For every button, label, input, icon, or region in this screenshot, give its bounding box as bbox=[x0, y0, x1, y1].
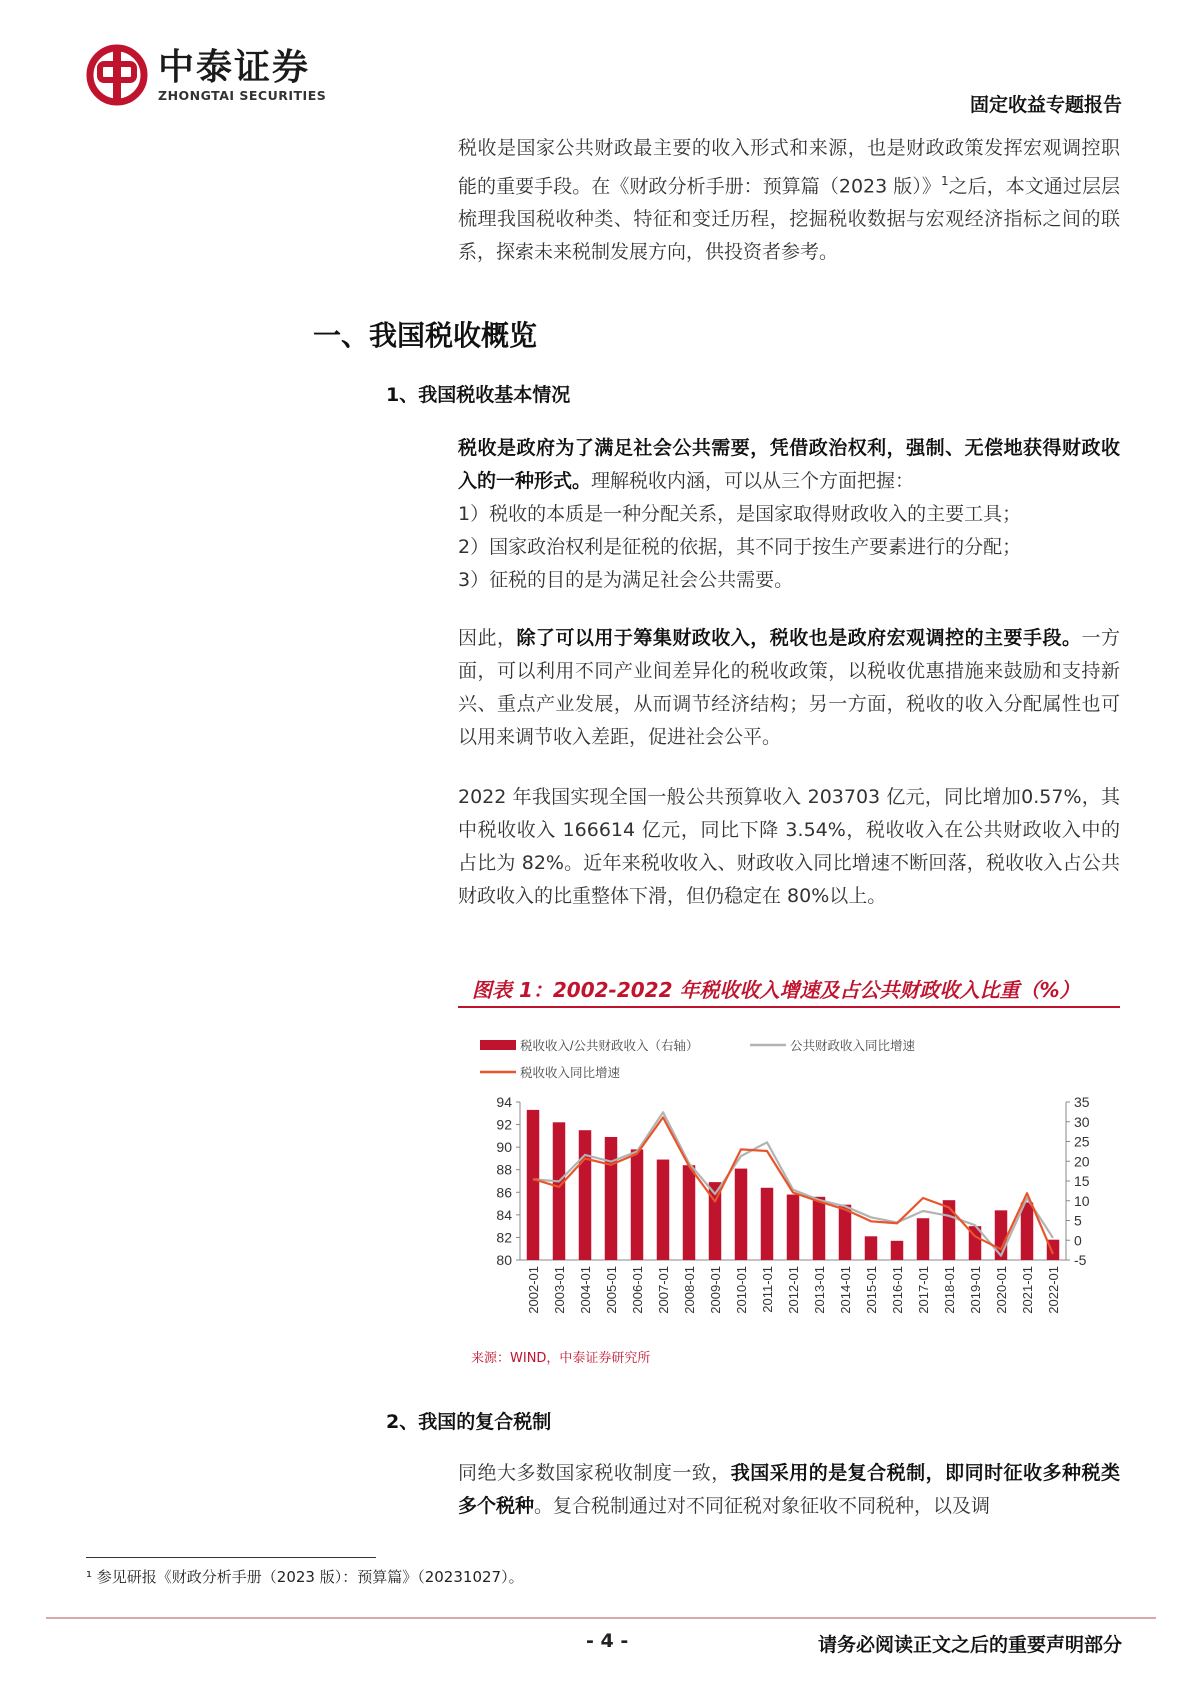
x-axis-tick-label: 2006-01 bbox=[630, 1266, 645, 1314]
footnote: ¹ 参见研报《财政分析手册（2023 版）：预算篇》（20231027）。 bbox=[86, 1568, 524, 1586]
logo-chinese-name: 中泰证券 bbox=[158, 46, 311, 88]
revenue-data-text: 2022 年我国实现全国一般公共预算收入 203703 亿元，同比增加0.57%，其中税收收入 166614 亿元，同比下降 3.54%，税收收入在公共财政收入中的占比为 82%。近年来税收收入、财政收入同比增速不断回落，税收收入占公共财政收入的比重整体下滑，但仍稳定在 80%以上。 bbox=[458, 786, 1120, 907]
footer-divider bbox=[46, 1617, 1156, 1619]
section-title: 一、我国税收概览 bbox=[313, 319, 538, 352]
bar bbox=[813, 1197, 825, 1260]
macro-control-bold: 除了可以用于筹集财政收入，税收也是政府宏观调控的主要手段。 bbox=[516, 627, 1082, 649]
bar bbox=[683, 1165, 695, 1260]
right-axis-tick-label: 30 bbox=[1074, 1113, 1090, 1130]
x-axis-tick-label: 2003-01 bbox=[552, 1266, 567, 1314]
left-axis-tick-label: 90 bbox=[496, 1139, 512, 1156]
right-axis-tick-label: 10 bbox=[1074, 1192, 1090, 1209]
right-axis-tick-label: 20 bbox=[1074, 1153, 1090, 1170]
bar bbox=[605, 1137, 617, 1260]
subsection-title-1: 1、我国税收基本情况 bbox=[386, 384, 571, 406]
legend-label: 税收收入/公共财政收入（右轴） bbox=[520, 1039, 699, 1053]
bar bbox=[917, 1218, 929, 1260]
x-axis-tick-label: 2021-01 bbox=[1020, 1266, 1035, 1314]
definition-rest: 理解税收内涵，可以从三个方面把握： bbox=[591, 470, 915, 492]
left-axis-tick-label: 86 bbox=[496, 1184, 512, 1201]
x-axis-tick-label: 2019-01 bbox=[968, 1266, 983, 1314]
x-axis-tick-label: 2012-01 bbox=[786, 1266, 801, 1314]
footnote-divider bbox=[86, 1557, 376, 1558]
x-axis-tick-label: 2020-01 bbox=[994, 1266, 1009, 1314]
figure-source: 来源：WIND，中泰证券研究所 bbox=[471, 1351, 651, 1366]
x-axis-tick-label: 2005-01 bbox=[604, 1266, 619, 1314]
figure-title: 图表 1：2002-2022 年税收收入增速及占公共财政收入比重（%） bbox=[472, 978, 1080, 1002]
intro-text-1: 税收是国家公共财政最主要的收入形式和来源，也是财政政策发挥宏观调控职能的重要手段。在《财政分析手册：预算篇（2023 版）》 bbox=[458, 137, 1120, 198]
bar bbox=[553, 1122, 565, 1260]
x-axis-tick-label: 2010-01 bbox=[734, 1266, 749, 1314]
bar bbox=[839, 1205, 851, 1260]
x-axis-tick-label: 2014-01 bbox=[838, 1266, 853, 1314]
x-axis-tick-label: 2016-01 bbox=[890, 1266, 905, 1314]
list-item: 1）税收的本质是一种分配关系，是国家取得财政收入的主要工具； bbox=[458, 503, 1022, 525]
left-axis-tick-label: 84 bbox=[496, 1206, 512, 1223]
revenue-data-paragraph bbox=[458, 781, 1120, 913]
left-axis-tick-label: 80 bbox=[496, 1252, 512, 1268]
right-axis-tick-label: -5 bbox=[1074, 1252, 1087, 1268]
paragraph-prefix: 同绝大多数国家税收制度一致， bbox=[458, 1462, 731, 1484]
bar bbox=[865, 1236, 877, 1260]
bar bbox=[735, 1169, 747, 1260]
footnote-ref[interactable]: 1 bbox=[940, 174, 949, 188]
page-number: - 4 - bbox=[586, 1630, 629, 1652]
macro-control-paragraph bbox=[458, 622, 1120, 754]
tax-revenue-chart bbox=[458, 1008, 1120, 1348]
right-axis-tick-label: 25 bbox=[1074, 1133, 1090, 1150]
x-axis-tick-label: 2008-01 bbox=[682, 1266, 697, 1314]
bar bbox=[527, 1110, 539, 1260]
zhongtai-logo-icon bbox=[86, 44, 148, 106]
right-axis-tick-label: 5 bbox=[1074, 1212, 1082, 1229]
bar bbox=[631, 1149, 643, 1260]
subsection-title-2: 2、我国的复合税制 bbox=[386, 1411, 552, 1433]
left-axis-tick-label: 82 bbox=[496, 1229, 512, 1246]
x-axis-tick-label: 2009-01 bbox=[708, 1266, 723, 1314]
bar bbox=[787, 1195, 799, 1260]
logo-english-name: ZHONGTAI SECURITIES bbox=[158, 87, 327, 103]
x-axis-tick-label: 2011-01 bbox=[760, 1266, 775, 1313]
list-item: 2）国家政治权利是征税的依据，其不同于按生产要素进行的分配； bbox=[458, 536, 1022, 558]
intro-text-2: 之后，本文通过层层梳理我国税收种类、特征和变迁历程，挖掘税收数据与宏观经济指标之间的联系，探索未来税制发展方向，供投资者参考。 bbox=[458, 175, 1120, 264]
bar bbox=[995, 1210, 1007, 1260]
company-logo bbox=[86, 44, 326, 106]
disclaimer-notice: 请务必阅读正文之后的重要声明部分 bbox=[817, 1634, 1122, 1656]
chart-container bbox=[458, 1008, 1120, 1348]
paragraph-prefix: 因此， bbox=[458, 627, 517, 649]
list-item: 3）征税的目的是为满足社会公共需要。 bbox=[458, 569, 794, 591]
x-axis-tick-label: 2004-01 bbox=[578, 1266, 593, 1314]
x-axis-tick-label: 2007-01 bbox=[656, 1266, 671, 1314]
x-axis-tick-label: 2018-01 bbox=[942, 1266, 957, 1314]
report-type: 固定收益专题报告 bbox=[969, 94, 1122, 116]
x-axis-tick-label: 2002-01 bbox=[526, 1266, 541, 1314]
bar bbox=[657, 1160, 669, 1260]
legend-swatch-bar bbox=[480, 1040, 516, 1050]
right-axis-tick-label: 0 bbox=[1074, 1232, 1082, 1249]
legend-label: 公共财政收入同比增速 bbox=[790, 1039, 916, 1053]
figure-header bbox=[458, 972, 1120, 1008]
right-axis-tick-label: 35 bbox=[1074, 1094, 1090, 1110]
definition-paragraph bbox=[458, 432, 1120, 597]
bar bbox=[943, 1200, 955, 1260]
macro-control-rest: 一方面，可以利用不同产业间差异化的税收政策，以税收优惠措施来鼓励和支持新兴、重点产业发展，从而调节经济结构；另一方面，税收的收入分配属性也可以用来调节收入差距，促进社会公平。 bbox=[458, 627, 1120, 748]
x-axis-tick-label: 2013-01 bbox=[812, 1266, 827, 1314]
bar bbox=[891, 1241, 903, 1260]
bar bbox=[761, 1188, 773, 1260]
left-axis-tick-label: 88 bbox=[496, 1161, 512, 1178]
compound-tax-rest: 。复合税制通过对不同征税对象征收不同税种，以及调 bbox=[534, 1495, 991, 1517]
right-axis-tick-label: 15 bbox=[1074, 1173, 1090, 1189]
x-axis-tick-label: 2015-01 bbox=[864, 1266, 879, 1314]
intro-paragraph bbox=[458, 132, 1120, 269]
definition-bold: 税收是政府为了满足社会公共需要，凭借政治权利，强制、无偿地获得财政收入的一种形式。 bbox=[458, 437, 1120, 492]
bar bbox=[1021, 1202, 1033, 1260]
left-axis-tick-label: 94 bbox=[496, 1094, 512, 1110]
left-axis-tick-label: 92 bbox=[496, 1116, 512, 1133]
legend-label: 税收收入同比增速 bbox=[520, 1066, 621, 1080]
compound-tax-paragraph bbox=[458, 1457, 1120, 1523]
x-axis-tick-label: 2022-01 bbox=[1046, 1266, 1061, 1314]
compound-tax-bold: 我国采用的是复合税制，即同时征收多种税类多个税种 bbox=[458, 1462, 1120, 1517]
x-axis-tick-label: 2017-01 bbox=[916, 1266, 931, 1314]
bar bbox=[579, 1130, 591, 1260]
